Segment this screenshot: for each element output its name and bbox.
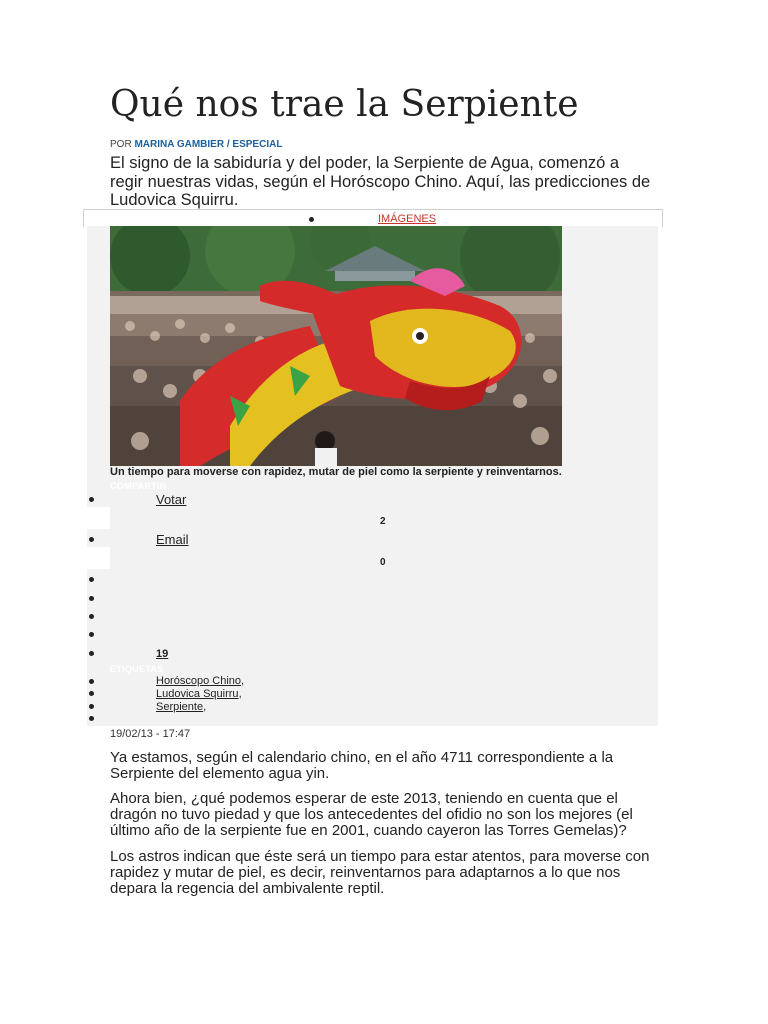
- list-gap: [87, 547, 110, 569]
- vote-button[interactable]: Votar: [156, 492, 187, 507]
- body-paragraph: Los astros indican que éste será un tiempo para estar atentos, para moverse con rapidez y mutar de piel, es decir, reinventarnos para adaptarnos a lo que nos depara la regencia del ambivalente reptil.: [110, 848, 650, 897]
- tag-item: [156, 701, 206, 713]
- article-title: Qué nos trae la Serpiente: [110, 84, 579, 125]
- body-paragraph: Ahora bien, ¿qué podemos esperar de este 2013, teniendo en cuenta que el dragón no tuvo piedad y que los antecedentes del ofidio no son los mejores (el último año de la serpiente fue en 2001, cuando cayeron las Torres Gemelas)?: [110, 790, 633, 839]
- list-bullet: [89, 651, 94, 656]
- list-bullet: [89, 537, 94, 542]
- tag-link[interactable]: Ludovica Squirru: [156, 688, 239, 700]
- tag-separator: ,: [203, 701, 207, 713]
- comments-count-link[interactable]: 19: [156, 648, 169, 660]
- tags-label: ETIQUETAS: [110, 664, 164, 674]
- list-bullet: [89, 632, 94, 637]
- list-bullet: [89, 577, 94, 582]
- list-bullet: [309, 217, 314, 222]
- tag-link[interactable]: Horóscopo Chino: [156, 675, 241, 687]
- email-button[interactable]: Email: [156, 532, 189, 547]
- tag-link[interactable]: Serpiente: [156, 701, 204, 713]
- list-bullet: [89, 596, 94, 601]
- byline-author[interactable]: MARINA GAMBIER / ESPECIAL: [134, 139, 283, 150]
- photo-caption: Un tiempo para moverse con rapidez, mutar de piel como la serpiente y reinventarnos.: [110, 466, 562, 478]
- vote-count: 2: [380, 516, 386, 527]
- list-bullet: [89, 704, 94, 709]
- tab-images[interactable]: IMÁGENES: [378, 213, 437, 225]
- dragon-dance-photo: [110, 226, 562, 466]
- tag-item: [156, 675, 244, 687]
- publish-date: 19/02/13 - 17:47: [110, 728, 191, 740]
- tag-item: [156, 688, 242, 700]
- byline-prefix: POR: [110, 139, 132, 150]
- email-count: 0: [380, 557, 386, 568]
- list-bullet: [89, 716, 94, 721]
- list-gap: [87, 507, 110, 529]
- media-tabs-box: [83, 209, 663, 227]
- list-bullet: [89, 691, 94, 696]
- article-photo: [110, 226, 562, 466]
- body-paragraph: Ya estamos, según el calendario chino, en el año 4711 correspondiente a la Serpiente del elemento agua yin.: [110, 749, 614, 782]
- byline: [110, 139, 282, 150]
- tag-separator: ,: [241, 675, 245, 687]
- list-bullet: [89, 614, 94, 619]
- article-lead: El signo de la sabiduría y del poder, la Serpiente de Agua, comenzó a regir nuestras vidas, según el Horóscopo Chino. Aquí, las predicciones de Ludovica Squirru.: [110, 154, 651, 209]
- tag-separator: ,: [238, 688, 242, 700]
- list-bullet: [89, 497, 94, 502]
- share-label: COMPARTIR: [110, 481, 167, 491]
- list-bullet: [89, 679, 94, 684]
